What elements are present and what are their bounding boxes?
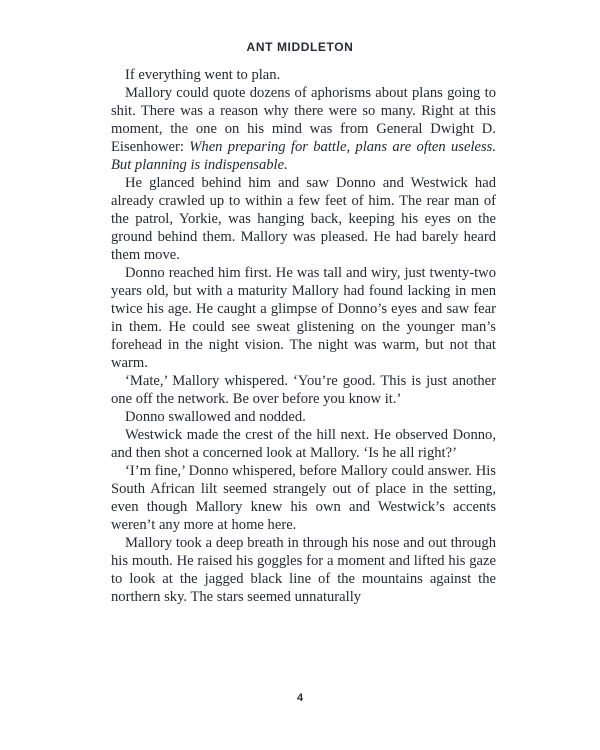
- paragraph: [111, 174, 496, 264]
- paragraph-text: Mallory took a deep breath in through his nose and out through his mouth. He raised his goggles for a moment and lifted his gaze to look at the jagged black line of the mountains against the northern sky. The stars seemed unnaturally: [111, 535, 496, 605]
- paragraph-text: Westwick made the crest of the hill next. He observed Donno, and then shot a concerned look at Mallory. ‘Is he all right?’: [111, 427, 496, 461]
- running-head: ANT MIDDLETON: [246, 40, 354, 54]
- paragraph: [111, 264, 496, 372]
- paragraph-text: ‘Mate,’ Mallory whispered. ‘You’re good. This is just another one off the network. Be over before you know it.’: [111, 373, 496, 407]
- paragraph-text: ‘I’m fine,’ Donno whispered, before Mallory could answer. His South African lilt seemed strangely out of place in the setting, even though Mallory knew his own and Westwick’s accents weren’t any more at home here.: [111, 463, 496, 533]
- paragraph-text: He glanced behind him and saw Donno and Westwick had already crawled up to within a few feet of him. The rear man of the patrol, Yorkie, was hanging back, keeping his eyes on the ground behind them. Mallory was pleased. He had barely heard them move.: [111, 175, 496, 263]
- paragraph: [111, 84, 496, 174]
- body-text: [111, 66, 496, 606]
- paragraph: [111, 372, 496, 408]
- paragraph-text: If everything went to plan.: [125, 67, 281, 83]
- page-number: 4: [296, 692, 304, 704]
- paragraph: [111, 534, 496, 606]
- paragraph: [111, 66, 496, 84]
- italic-quote: When preparing for battle, plans are often useless. But planning is indispensable.: [111, 139, 496, 173]
- paragraph-text: Donno reached him first. He was tall and wiry, just twenty-two years old, but with a maturity Mallory had found lacking in men twice his age. He caught a glimpse of Donno’s eyes and saw fear in them. He could see sweat glistening on the younger man’s forehead in the night vision. The night was warm, but not that warm.: [111, 265, 496, 371]
- paragraph: [111, 426, 496, 462]
- paragraph: [111, 462, 496, 534]
- paragraph-text: Donno swallowed and nodded.: [125, 409, 306, 425]
- paragraph: [111, 408, 496, 426]
- paragraph-text: Mallory could quote dozens of aphorisms about plans going to shit. There was a reason why there were so many. Right at this moment, the one on his mind was from General Dwight D. Eisenhower:: [111, 85, 496, 155]
